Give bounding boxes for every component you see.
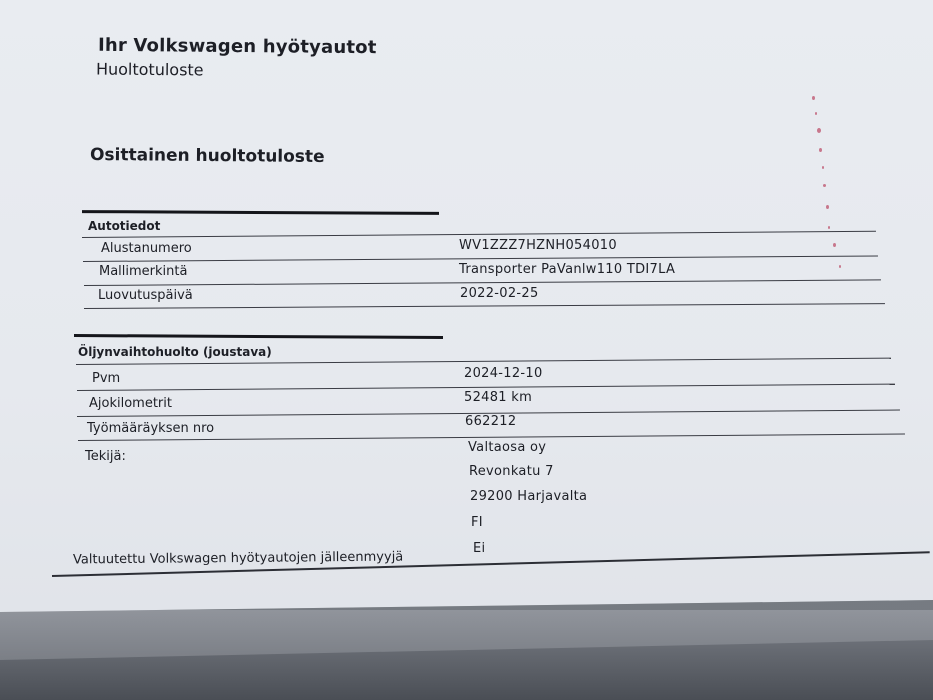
ink-stain (817, 128, 821, 133)
section-divider-service (74, 334, 443, 339)
section-divider-vehicle (82, 210, 439, 215)
service-label-performer: Tekijä: (85, 449, 126, 464)
row-divider (84, 279, 881, 286)
document-title: Osittainen huoltotuloste (89, 144, 325, 168)
service-label-mileage: Ajokilometrit (89, 396, 172, 411)
ink-stain (826, 205, 829, 209)
brand-subtitle: Huoltotuloste (95, 59, 204, 80)
ink-stain (823, 184, 826, 187)
vehicle-value-vin: WV1ZZZ7HZNH054010 (459, 238, 617, 253)
dealer-value: Ei (473, 541, 486, 556)
brand-title: Ihr Volkswagen hyötyautot (97, 34, 377, 59)
service-value-workorder: 662212 (465, 414, 517, 429)
performer-line-street: Revonkatu 7 (469, 464, 554, 479)
vehicle-label-delivery: Luovutuspäivä (98, 288, 193, 303)
section-title-service: Öljynvaihtohuolto (joustava) (78, 345, 272, 359)
ink-stain (828, 226, 830, 229)
ink-stain (815, 112, 817, 115)
vehicle-label-vin: Alustanumero (101, 241, 192, 256)
vehicle-label-model: Mallimerkintä (99, 264, 188, 279)
performer-line-company: Valtaosa oy (468, 440, 547, 455)
ink-stain (819, 148, 822, 152)
dealer-label: Valtuutettu Volkswagen hyötyautojen jälleenmyyjä (72, 549, 404, 568)
performer-line-country: FI (471, 515, 483, 530)
ink-stain (839, 265, 841, 268)
service-value-date: 2024-12-10 (464, 366, 543, 381)
service-label-date: Pvm (92, 371, 121, 386)
vehicle-value-model: Transporter PaVanlw110 TDI7LA (459, 262, 676, 277)
section-title-vehicle: Autotiedot (88, 219, 161, 233)
performer-line-city: 29200 Harjavalta (470, 489, 588, 504)
service-label-workorder: Työmääräyksen nro (87, 421, 215, 436)
ink-stain (822, 166, 824, 169)
ink-stain (833, 243, 836, 247)
row-divider (82, 231, 876, 238)
ink-stain (812, 96, 815, 100)
vehicle-value-delivery: 2022-02-25 (460, 286, 539, 301)
service-value-mileage: 52481 km (464, 390, 533, 405)
row-divider (84, 303, 885, 309)
